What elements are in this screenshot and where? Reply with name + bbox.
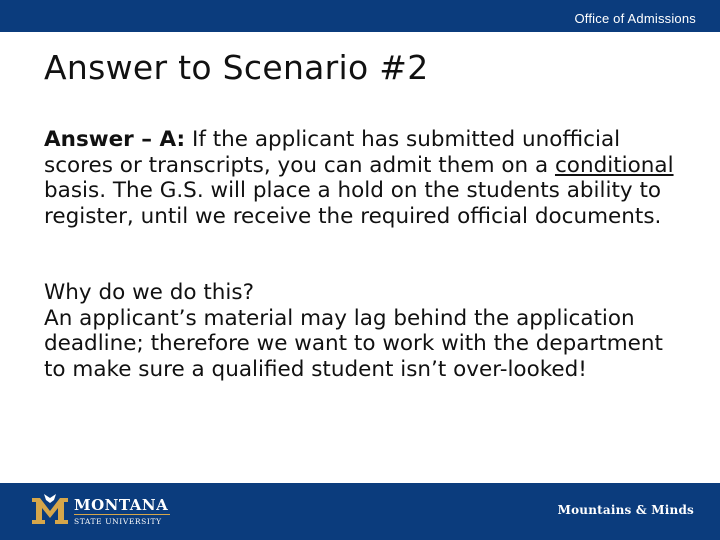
slide-title: Answer to Scenario #2: [44, 48, 429, 87]
why-question: Why do we do this?: [44, 280, 255, 305]
logo-subtitle: STATE UNIVERSITY: [74, 517, 162, 526]
department-label: Office of Admissions: [574, 11, 696, 26]
footer-tagline: Mountains & Minds: [557, 503, 694, 517]
answer-paragraph: [44, 127, 689, 229]
logo-divider: [74, 514, 170, 515]
answer-text-part1: If the applicant has submitted unofficial scores or transcripts, you can admit them on a: [44, 127, 621, 178]
answer-label: Answer – A:: [44, 127, 186, 152]
logo-wordmark: MONTANA: [74, 496, 169, 514]
header-bar: [0, 0, 720, 32]
answer-text-part2: basis. The G.S. will place a hold on the students ability to register, until we receive the required official documents.: [44, 178, 662, 229]
slide-body: [44, 127, 689, 382]
msu-logo-icon: [30, 494, 70, 528]
paragraph-spacer: [44, 229, 689, 280]
answer-underlined-word: conditional: [554, 152, 674, 178]
why-explanation: An applicant’s material may lag behind the application deadline; therefore we want to work with the department to make sure a qualified student isn’t over-looked!: [44, 305, 663, 382]
